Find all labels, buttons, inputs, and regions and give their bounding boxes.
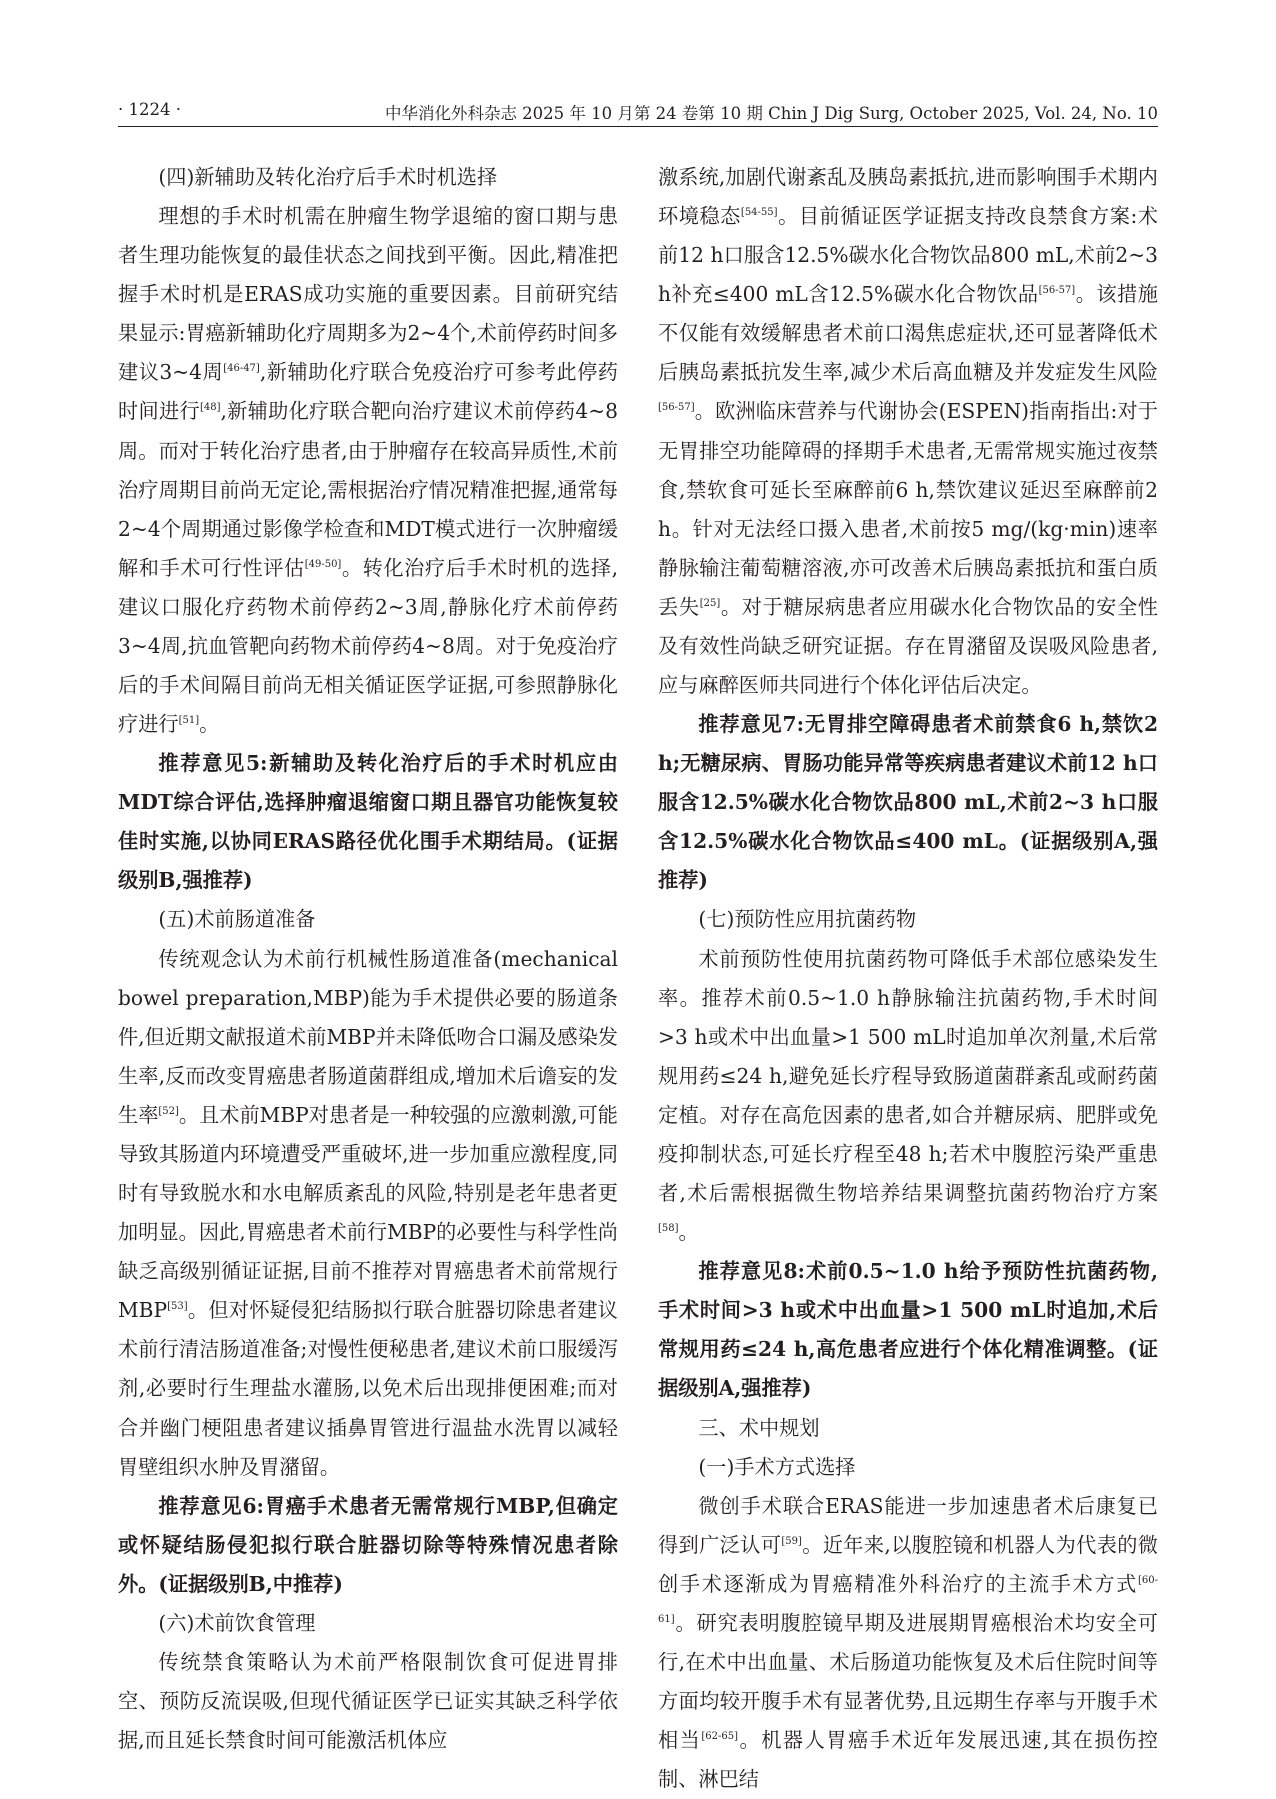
citation-ref: [46-47]	[223, 363, 260, 375]
text-run: 。机器人胃癌手术近年发展迅速,其在损伤控制、淋巴结	[658, 1728, 1158, 1792]
citation-ref: [48]	[199, 402, 221, 414]
left-column	[118, 158, 618, 1760]
text-run: ,新辅助化疗联合靶向治疗建议术前停药4~8周。而对于转化治疗患者,由于肿瘤存在较高异质性,术前治疗周期目前尚无定论,需根据治疗情况精准把握,通常每2~4个周期通过影像学检查和MDT模式进行一次肿瘤缓解和手术可行性评估	[118, 399, 618, 580]
citation-ref: [49-50]	[304, 558, 342, 570]
recommendation: 推荐意见5:新辅助及转化治疗后的手术时机应由MDT综合评估,选择肿瘤退缩窗口期且器官功能恢复较佳时实施,以协同ERAS路径优化围手术期结局。(证据级别B,强推荐)	[118, 751, 618, 893]
paragraph	[118, 940, 618, 1487]
text-run: 。该措施不仅能有效缓解患者术前口渴焦虑症状,还可显著降低术后胰岛素抵抗发生率,减少术后高血糖及并发症发生风险	[658, 282, 1158, 385]
running-header	[118, 100, 1158, 130]
section-heading: (一)手术方式选择	[698, 1454, 856, 1479]
citation-ref: [52]	[158, 1105, 179, 1117]
text-run: ,新辅助化疗联合免疫治疗可参考此停药时间进行	[118, 360, 618, 424]
text-run: 。	[678, 1220, 699, 1245]
citation-ref: [25]	[699, 597, 721, 609]
recommendation: 推荐意见7:无胃排空障碍患者术前禁食6 h,禁饮2 h;无糖尿病、胃肠功能异常等疾病患者建议术前12 h口服含12.5%碳水化合物饮品800 mL,术前2~3 h口服含12.5%碳水化合物饮品≤400 mL。(证据级别A,强推荐)	[658, 712, 1158, 893]
citation-ref: [56-57]	[1038, 285, 1076, 297]
section-heading: (五)术前肠道准备	[158, 907, 316, 932]
text-run: 。欧洲临床营养与代谢协会(ESPEN)指南指出:对于无胃排空功能障碍的择期手术患者,无需常规实施过夜禁食,禁软食可延长至麻醉前6 h,禁饮建议延迟至麻醉前2 h。针对无法经口摄入患者,术前按5 mg/(kg·min)速率静脉输注葡萄糖溶液,亦可改善术后胰岛素抵抗和蛋白质丢失	[658, 399, 1158, 619]
header-rule	[118, 126, 1158, 127]
paragraph	[658, 1487, 1158, 1799]
paragraph	[118, 197, 618, 744]
section-heading: (四)新辅助及转化治疗后手术时机选择	[158, 165, 498, 189]
recommendation: 推荐意见6:胃癌手术患者无需常规行MBP,但确定或怀疑结肠侵犯拟行联合脏器切除等特殊情况患者除外。(证据级别B,中推荐)	[118, 1493, 618, 1596]
paragraph-continued	[658, 158, 1158, 705]
text-run: 。近年来,以腹腔镜和机器人为代表的微创手术逐渐成为胃癌精准外科治疗的主流手术方式	[658, 1532, 1158, 1596]
section-heading: (七)预防性应用抗菌药物	[698, 907, 917, 932]
section-heading: (六)术前饮食管理	[158, 1610, 316, 1635]
citation-ref: [54-55]	[740, 207, 778, 219]
citation-ref: [56-57]	[658, 402, 695, 414]
text-run: 激系统,加剧代谢紊乱及胰岛素抵抗,进而影响围手术期内环境稳态	[658, 165, 1158, 229]
citation-ref: [51]	[178, 715, 200, 727]
section-heading: 三、术中规划	[698, 1415, 820, 1440]
paragraph	[118, 1643, 618, 1760]
citation-ref: [60-61]	[658, 1574, 1158, 1625]
recommendation: 推荐意见8:术前0.5~1.0 h给予预防性抗菌药物,手术时间>3 h或术中出血量>1 500 mL时追加,术后常规用药≤24 h,高危患者应进行个体化精准调整。(证据级别A,强推荐)	[658, 1259, 1158, 1401]
text-run: 。但对怀疑侵犯结肠拟行联合脏器切除患者建议术前行清洁肠道准备;对慢性便秘患者,建议术前口服缓泻剂,必要时行生理盐水灌肠,以免术后出现排便困难;而对合并幽门梗阻患者建议插鼻胃管进行温盐水洗胃以减轻胃壁组织水肿及胃潴留。	[118, 1298, 618, 1479]
citation-ref: [58]	[658, 1223, 679, 1235]
text-run: 。目前循证医学证据支持改良禁食方案:术前12 h口服含12.5%碳水化合物饮品800 mL,术前2~3 h补充≤400 mL含12.5%碳水化合物饮品	[658, 204, 1158, 307]
text-run: 理想的手术时机需在肿瘤生物学退缩的窗口期与患者生理功能恢复的最佳状态之间找到平衡。因此,精准把握手术时机是ERAS成功实施的重要因素。目前研究结果显示:胃癌新辅助化疗周期多为2~4个,术前停药时间多建议3~4周	[118, 204, 618, 385]
citation-ref: [62-65]	[701, 1731, 739, 1743]
citation-ref: [53]	[167, 1301, 188, 1313]
citation-ref: [59]	[781, 1535, 802, 1547]
text-run: 传统观念认为术前行机械性肠道准备(mechanical bowel preparation,MBP)能为手术提供必要的肠道条件,但近期文献报道术前MBP并未降低吻合口漏及感染发生率,反而改变胃癌患者肠道菌群组成,增加术后谵妄的发生率	[118, 946, 618, 1127]
page-number: · 1224 ·	[118, 100, 181, 119]
text-run: 微创手术联合ERAS能进一步加速患者术后康复已得到广泛认可	[658, 1493, 1158, 1557]
text-run: 。且术前MBP对患者是一种较强的应激刺激,可能导致其肠道内环境遭受严重破坏,进一步加重应激程度,同时有导致脱水和水电解质紊乱的风险,特别是老年患者更加明显。因此,胃癌患者术前行MBP的必要性与科学性尚缺乏高级别循证证据,目前不推荐对胃癌患者术前常规行MBP	[118, 1102, 618, 1323]
journal-citation: 中华消化外科杂志 2025 年 10 月第 24 卷第 10 期 Chin J Dig Surg, October 2025, Vol. 24, No. 10	[384, 104, 1158, 123]
text-run: 。转化治疗后手术时机的选择,建议口服化疗药物术前停药2~3周,静脉化疗术前停药3~4周,抗血管靶向药物术前停药4~8周。对于免疫治疗后的手术间隔目前尚无相关循证医学证据,可参照静脉化疗进行	[118, 555, 618, 737]
paragraph	[658, 940, 1158, 1253]
text-run: 。对于糖尿病患者应用碳水化合物饮品的安全性及有效性尚缺乏研究证据。存在胃潴留及误吸风险患者,应与麻醉医师共同进行个体化评估后决定。	[658, 594, 1158, 698]
text-run: 。研究表明腹腔镜早期及进展期胃癌根治术均安全可行,在术中出血量、术后肠道功能恢复及术后住院时间等方面均较开腹手术有显著优势,且远期生存率与开腹手术相当	[658, 1610, 1158, 1753]
text-run: 。	[199, 712, 220, 737]
text-run: 术前预防性使用抗菌药物可降低手术部位感染发生率。推荐术前0.5~1.0 h静脉输注抗菌药物,手术时间>3 h或术中出血量>1 500 mL时追加单次剂量,术后常规用药≤24 h,避免延长疗程导致肠道菌群紊乱或耐药菌定植。对存在高危因素的患者,如合并糖尿病、肥胖或免疫抑制状态,可延长疗程至48 h;若术中腹腔污染严重患者,术后需根据微生物培养结果调整抗菌药物治疗方案	[658, 946, 1158, 1206]
text-run: 传统禁食策略认为术前严格限制饮食可促进胃排空、预防反流误吸,但现代循证医学已证实其缺乏科学依据,而且延长禁食时间可能激活机体应	[118, 1649, 618, 1753]
right-column	[658, 158, 1158, 1799]
